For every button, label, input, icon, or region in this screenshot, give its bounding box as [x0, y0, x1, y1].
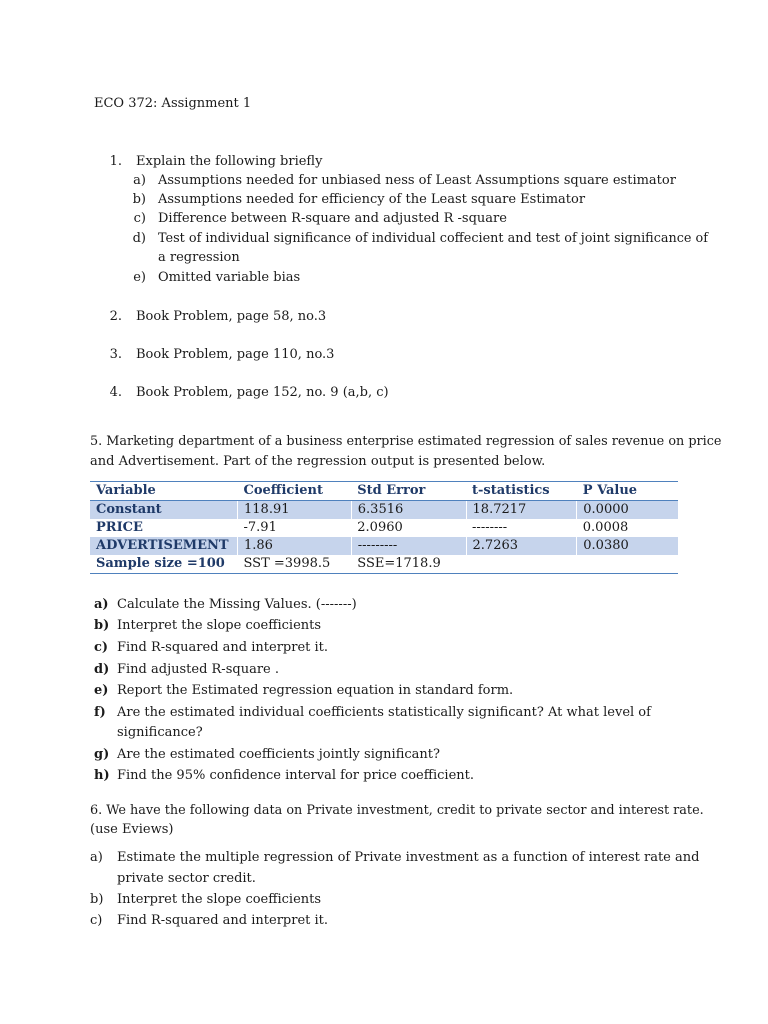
question-2-text: Book Problem, page 58, no.3 [136, 309, 327, 324]
question-3-number: 3. [109, 347, 122, 362]
table-row [90, 519, 678, 537]
q6-item-c-label: c) [90, 913, 103, 928]
q1-item-c-label: c) [133, 211, 146, 226]
table-header-cell: P Value [577, 482, 678, 501]
q1-item-a-text: Assumptions needed for unbiased ness of Least Assumptions square estimator [158, 173, 676, 188]
question-1-text: Explain the following briefly [136, 154, 323, 169]
table-cell: 1.86 [238, 537, 352, 555]
question-6-text: 6. We have the following data on Private investment, credit to private sector and interest rate. [90, 803, 704, 818]
q5-item-e-text: Report the Estimated regression equation in standard form. [117, 683, 514, 698]
q6-item-a-label: a) [90, 850, 103, 865]
q5-item-a-label: a) [94, 597, 109, 612]
table-cell: --------- [351, 537, 466, 555]
q5-item-b-text: Interpret the slope coefficients [117, 618, 322, 633]
q1-item-a-label: a) [133, 173, 146, 188]
table-header-cell: Coefficient [238, 482, 352, 501]
q6-item-a-text: Estimate the multiple regression of Private investment as a function of interest rate and [117, 850, 700, 865]
q5-item-f-label: f) [94, 705, 106, 720]
table-row [90, 501, 678, 520]
question-3-text: Book Problem, page 110, no.3 [136, 347, 335, 362]
table-cell: 0.0008 [582, 520, 629, 535]
table-header-cell: t-statistics [466, 482, 577, 501]
table-header-row [90, 482, 678, 501]
q1-item-d-text: Test of individual significance of individual coffecient and test of joint significance of [158, 231, 708, 246]
table-cell: Constant [90, 501, 238, 520]
table-cell: SST =3998.5 [238, 555, 352, 574]
q5-item-d-label: d) [94, 662, 110, 677]
table-cell: 0.0000 [577, 501, 678, 520]
table-cell: 18.7217 [466, 501, 577, 520]
question-1-number: 1. [109, 154, 122, 169]
table-cell: ADVERTISEMENT [90, 537, 238, 555]
q5-item-c-label: c) [94, 640, 109, 655]
q6-item-c-text: Find R-squared and interpret it. [117, 913, 329, 928]
table-cell: 2.7263 [466, 537, 577, 555]
table-row [90, 537, 678, 555]
table-cell: 118.91 [238, 501, 352, 520]
q1-item-b-text: Assumptions needed for efficiency of the Least square Estimator [158, 192, 586, 207]
table-cell: 6.3516 [351, 501, 466, 520]
q5-item-f-text-cont: significance? [117, 725, 203, 740]
table-cell: -7.91 [243, 520, 277, 535]
q5-item-d-text: Find adjusted R-square . [117, 662, 279, 677]
q1-item-c-text: Difference between R-square and adjusted R -square [158, 211, 507, 226]
table-header-cell: Std Error [351, 482, 466, 501]
regression-output-table [90, 481, 678, 574]
table-cell: SSE=1718.9 [351, 555, 466, 574]
table-header-cell: Variable [90, 482, 238, 501]
question-4-text: Book Problem, page 152, no. 9 (a,b, c) [136, 385, 389, 400]
question-5-text-cont: and Advertisement. Part of the regression output is presented below. [90, 454, 546, 469]
q6-item-b-text: Interpret the slope coefficients [117, 892, 322, 907]
q6-item-b-label: b) [90, 892, 104, 907]
table-cell: PRICE [96, 520, 143, 535]
q5-item-g-text: Are the estimated coefficients jointly significant? [117, 747, 440, 762]
q1-item-d-label: d) [132, 231, 146, 246]
q6-item-a-text-cont: private sector credit. [117, 871, 256, 886]
q5-item-a-text: Calculate the Missing Values. (-------) [117, 597, 357, 612]
table-cell: 2.0960 [357, 520, 403, 535]
question-4-number: 4. [109, 385, 122, 400]
q1-item-d-text-cont: a regression [158, 250, 240, 265]
question-2-number: 2. [109, 309, 122, 324]
q5-item-h-label: h) [94, 768, 110, 783]
table-cell [466, 555, 577, 574]
q5-item-e-label: e) [94, 683, 109, 698]
document-title: ECO 372: Assignment 1 [94, 96, 252, 111]
q5-item-f-text: Are the estimated individual coefficients statistically significant? At what level of [117, 705, 651, 720]
table-cell: -------- [472, 520, 508, 535]
q1-item-e-text: Omitted variable bias [158, 270, 301, 285]
q5-item-g-label: g) [94, 747, 110, 762]
q5-item-b-label: b) [94, 618, 110, 633]
question-5-text: 5. Marketing department of a business enterprise estimated regression of sales revenue on price [90, 434, 722, 449]
question-6-text-cont: (use Eviews) [90, 822, 174, 837]
table-cell: 0.0380 [577, 537, 678, 555]
q1-item-b-label: b) [132, 192, 146, 207]
table-cell: Sample size =100 [90, 555, 238, 574]
q5-item-c-text: Find R-squared and interpret it. [117, 640, 329, 655]
table-row [90, 555, 678, 574]
q5-item-h-text: Find the 95% confidence interval for price coefficient. [117, 768, 474, 783]
table-cell [577, 555, 678, 574]
q1-item-e-label: e) [133, 270, 146, 285]
